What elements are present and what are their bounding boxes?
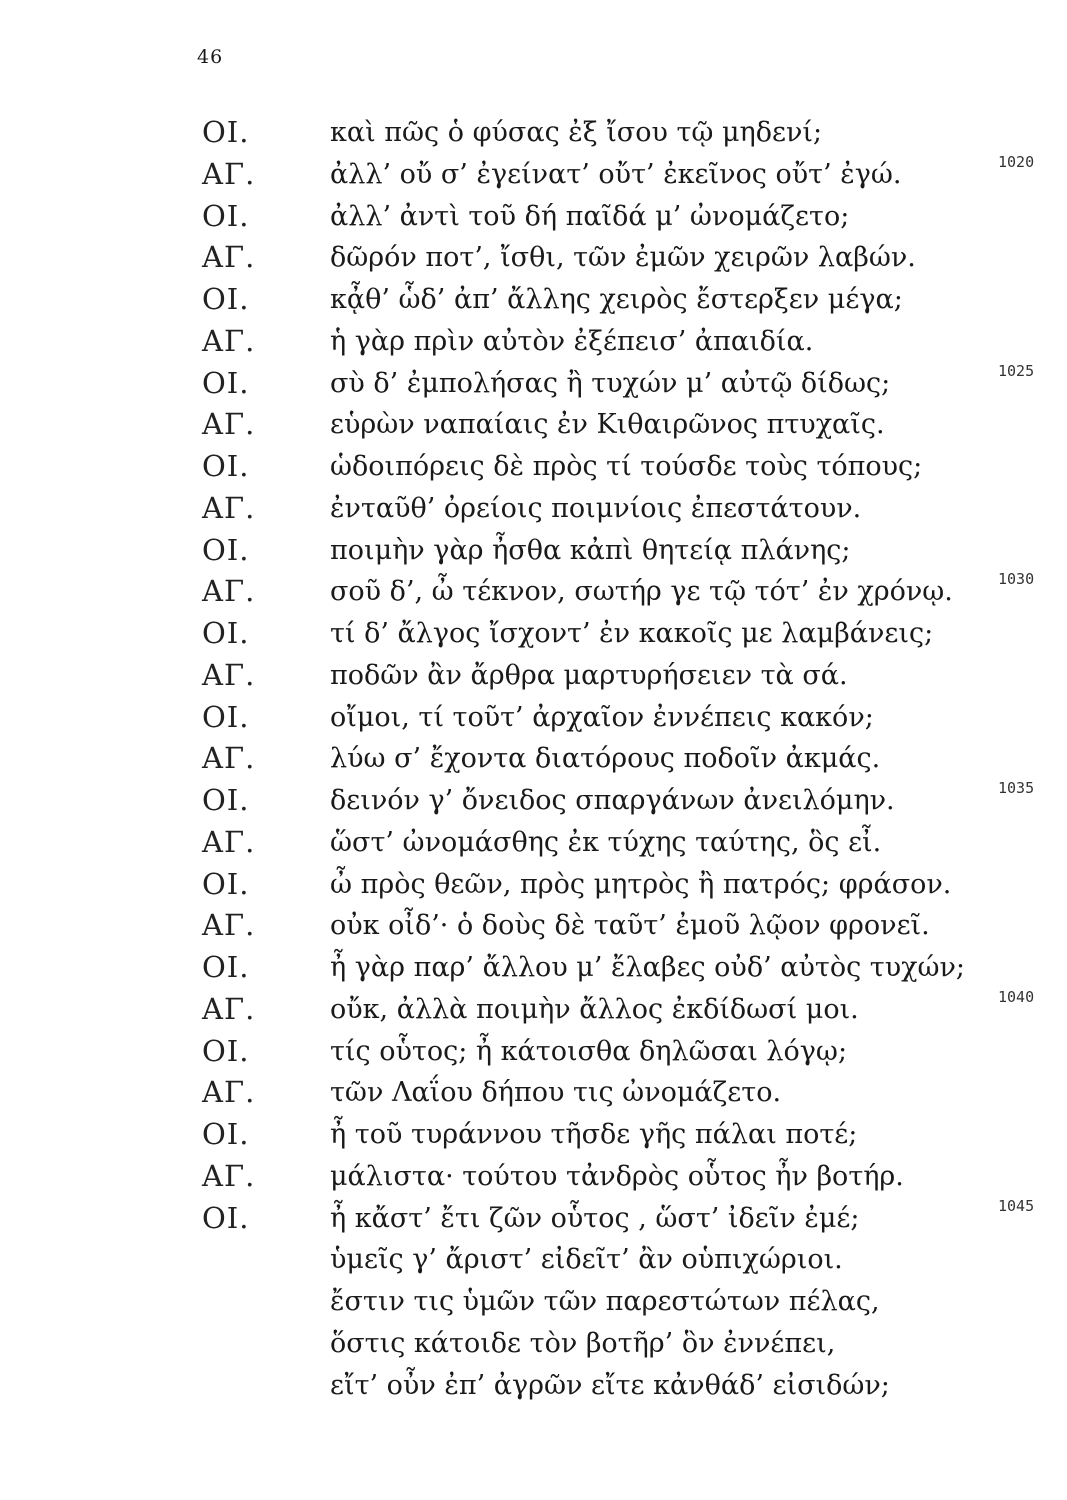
speaker-label: ΟΙ. [202, 1033, 250, 1068]
line-number: 1030 [998, 570, 1035, 589]
verse-text: ὥστ’ ὠνομάσθης ἐκ τύχης ταύτης, ὃς εἶ. [330, 826, 882, 858]
verse-text: μάλιστα· τούτου τἀνδρὸς οὗτος ἦν βοτήρ. [330, 1160, 904, 1192]
verse-text: ἀλλ’ ἀντὶ τοῦ δή παῖδά μ’ ὠνομάζετο; [330, 200, 850, 232]
speaker-label: ΟΙ. [202, 449, 250, 483]
verse-text: ἔστιν τις ὑμῶν τῶν παρεστώτων πέλας, [330, 1286, 880, 1317]
verse-text: ὦ πρὸς θεῶν, πρὸς μητρὸς ἢ πατρός; φράσον. [330, 868, 952, 900]
speaker-label: ΟΙ. [202, 699, 250, 734]
speaker-label: ΟΙ. [202, 1117, 250, 1151]
speaker-label: ΑΓ. [202, 574, 256, 609]
verse-text: ἦ κἄστ’ ἔτι ζῶν οὗτος , ὥστ’ ἰδεῖν ἐμέ; [330, 1202, 860, 1234]
verse-line [202, 864, 1062, 906]
verse-line [202, 947, 1062, 989]
verse-text: ἦ τοῦ τυράννου τῆσδε γῆς πάλαι ποτέ; [330, 1119, 858, 1150]
verse-line [202, 1323, 1062, 1365]
speaker-label: ΑΓ. [202, 407, 256, 442]
verse-text: οὔκ, ἀλλὰ ποιμὴν ἄλλος ἐκδίδωσί μοι. [330, 993, 859, 1025]
speaker-label: ΟΙ. [202, 783, 250, 817]
verse-line [202, 738, 1062, 780]
verse-text: ἦ γὰρ παρ’ ἄλλου μ’ ἔλαβες οὐδ’ αὐτὸς τυχών; [330, 952, 966, 983]
verse-line [202, 1198, 1062, 1240]
speaker-label: ΟΙ. [202, 950, 250, 984]
verse-text: ἐνταῦθ’ ὀρείοις ποιμνίοις ἐπεστάτουν. [330, 492, 862, 524]
verse-text: ποιμὴν γὰρ ἦσθα κἀπὶ θητείᾳ πλάνης; [330, 534, 851, 566]
verse-line [202, 571, 1062, 613]
line-number: 1040 [998, 987, 1035, 1006]
verse-line [202, 905, 1062, 947]
speaker-label: ΟΙ. [202, 365, 250, 400]
verse-text: ἀλλ’ οὔ σ’ ἐγείνατ’ οὔτ’ ἐκεῖνος οὔτ’ ἐγώ. [330, 158, 902, 190]
speaker-label: ΑΓ. [202, 741, 256, 776]
verse-line [202, 697, 1062, 739]
verse-text: κᾆθ’ ὧδ’ ἀπ’ ἄλλης χειρὸς ἔστερξεν μέγα; [330, 284, 903, 315]
verse-text: σοῦ δ’, ὦ τέκνον, σωτήρ γε τῷ τότ’ ἐν χρόνῳ. [330, 576, 953, 608]
verse-line [202, 1281, 1062, 1323]
verse-block [202, 112, 1062, 1406]
verse-text: ποδῶν ἂν ἄρθρα μαρτυρήσειεν τὰ σά. [330, 659, 848, 691]
speaker-label: ΟΙ. [202, 532, 250, 567]
verse-text: οἴμοι, τί τοῦτ’ ἀρχαῖον ἐννέπεις κακόν; [330, 701, 874, 733]
speaker-label: ΑΓ. [202, 657, 256, 692]
verse-line [202, 112, 1062, 154]
line-number: 1035 [998, 779, 1035, 797]
speaker-label: ΟΙ. [202, 616, 250, 650]
verse-line [202, 1365, 1062, 1407]
verse-line [202, 1031, 1062, 1073]
speaker-label: ΑΓ. [202, 824, 256, 859]
verse-text: σὺ δ’ ἐμπολήσας ἢ τυχών μ’ αὐτῷ δίδως; [330, 367, 891, 399]
verse-line [202, 446, 1062, 488]
verse-line [202, 237, 1062, 279]
line-number: 1025 [998, 361, 1035, 380]
verse-text: ὡδοιπόρεις δὲ πρὸς τί τούσδε τοὺς τόπους; [330, 451, 923, 482]
speaker-label: ΑΓ. [202, 908, 256, 943]
verse-line [202, 154, 1062, 196]
verse-line [202, 989, 1062, 1031]
verse-text: οὐκ οἶδ’· ὁ δοὺς δὲ ταῦτ’ ἐμοῦ λῷον φρονεῖ. [330, 910, 930, 942]
line-number: 1020 [998, 152, 1035, 171]
speaker-label: ΑΓ. [202, 490, 256, 525]
speaker-label: ΑΓ. [202, 156, 256, 191]
verse-line [202, 530, 1062, 572]
speaker-label: ΟΙ. [202, 866, 250, 901]
verse-text: τί δ’ ἄλγος ἴσχοντ’ ἐν κακοῖς με λαμβάνεις; [330, 618, 934, 649]
verse-text: καὶ πῶς ὁ φύσας ἐξ ἴσου τῷ μηδενί; [330, 117, 823, 148]
verse-line [202, 613, 1062, 655]
speaker-label: ΑΓ. [202, 323, 256, 358]
verse-text: λύω σ’ ἔχοντα διατόρους ποδοῖν ἀκμάς. [330, 743, 881, 775]
verse-line [202, 196, 1062, 238]
page-number: 46 [197, 46, 224, 68]
verse-line [202, 780, 1062, 822]
verse-line [202, 321, 1062, 363]
speaker-label: ΑΓ. [202, 240, 256, 275]
verse-text: ὑμεῖς γ’ ἄριστ’ εἰδεῖτ’ ἂν οὑπιχώριοι. [330, 1244, 843, 1276]
verse-text: δεινόν γ’ ὄνειδος σπαργάνων ἀνειλόμην. [330, 785, 895, 816]
verse-line [202, 1156, 1062, 1198]
verse-text: εἴτ’ οὖν ἐπ’ ἀγρῶν εἴτε κἀνθάδ’ εἰσιδών; [330, 1369, 890, 1401]
verse-text: εὑρὼν ναπαίαις ἐν Κιθαιρῶνος πτυχαῖς. [330, 409, 885, 441]
verse-line [202, 655, 1062, 697]
verse-line [202, 363, 1062, 405]
line-number: 1045 [998, 1196, 1035, 1215]
verse-line [202, 1114, 1062, 1156]
verse-text: τίς οὗτος; ἦ κάτοισθα δηλῶσαι λόγῳ; [330, 1035, 848, 1067]
verse-line [202, 1072, 1062, 1114]
verse-line [202, 822, 1062, 864]
verse-line [202, 488, 1062, 530]
verse-text: τῶν Λαΐου δήπου τις ὠνομάζετο. [330, 1077, 782, 1109]
speaker-label: ΑΓ. [202, 991, 256, 1026]
verse-text: δῶρόν ποτ’, ἴσθι, τῶν ἐμῶν χειρῶν λαβών. [330, 242, 916, 274]
speaker-label: ΑΓ. [202, 1158, 256, 1193]
speaker-label: ΟΙ. [202, 282, 250, 316]
speaker-label: ΟΙ. [202, 115, 250, 149]
speaker-label: ΑΓ. [202, 1075, 256, 1110]
verse-text: ἡ γὰρ πρὶν αὐτὸν ἐξέπεισ’ ἀπαιδία. [330, 325, 814, 357]
verse-line [202, 1239, 1062, 1281]
verse-text: ὅστις κάτοιδε τὸν βοτῆρ’ ὃν ἐννέπει, [330, 1327, 836, 1359]
speaker-label: ΟΙ. [202, 198, 250, 233]
verse-line [202, 404, 1062, 446]
speaker-label: ΟΙ. [202, 1200, 250, 1235]
verse-line [202, 279, 1062, 321]
